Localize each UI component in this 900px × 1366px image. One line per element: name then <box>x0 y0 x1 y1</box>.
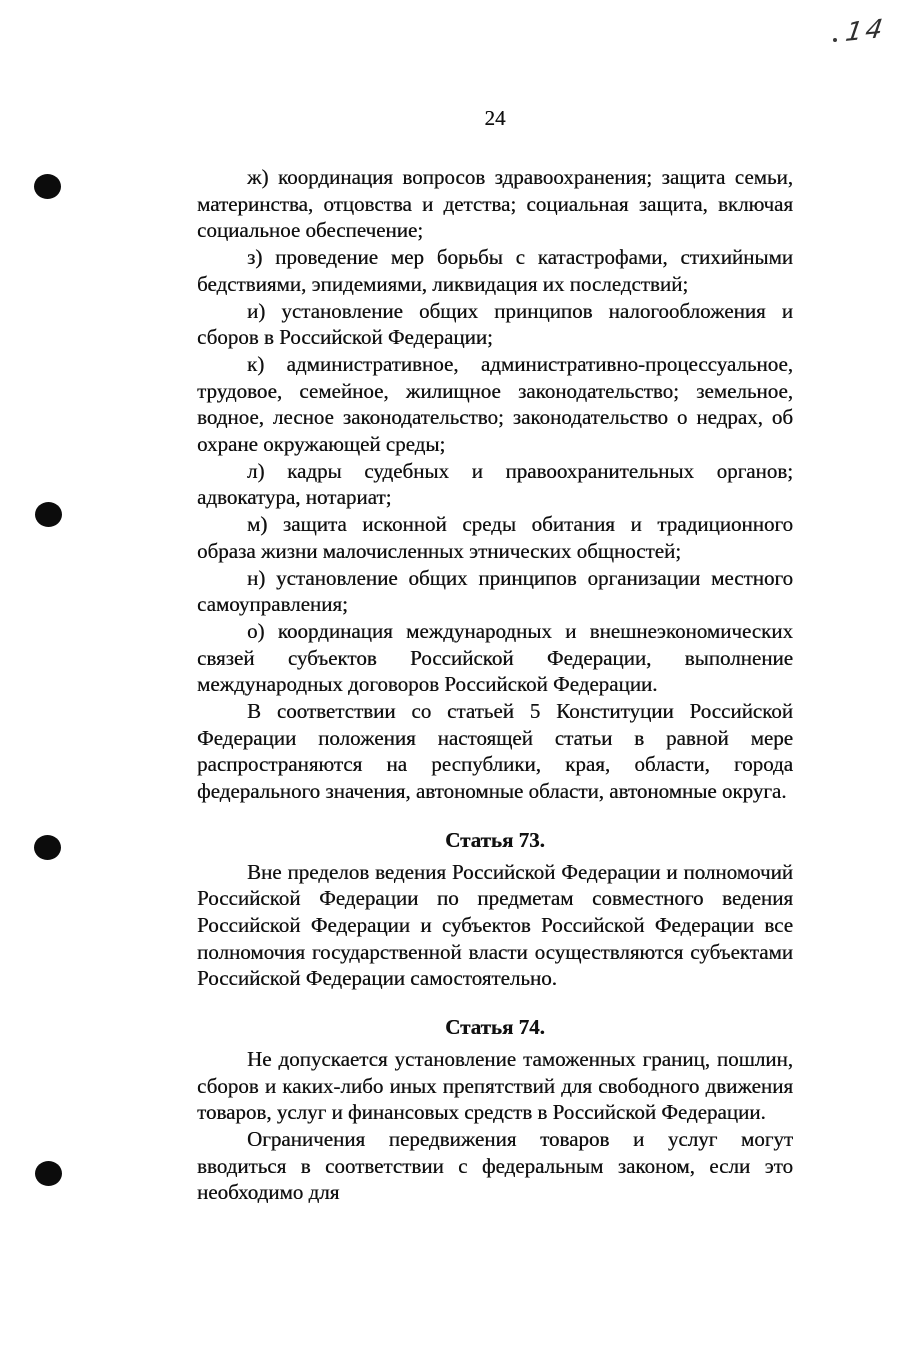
subitem-o: о) координация международных и внешнеэкономических связей субъектов Российской Федерации, выполнение международных договоров Российской Федерации. <box>197 618 793 697</box>
subitem-z: з) проведение мер борьбы с катастрофами, стихийными бедствиями, эпидемиями, ликвидация их последствий; <box>197 245 793 296</box>
page-number: 24 <box>484 106 506 130</box>
punch-hole-dot-1 <box>34 174 61 199</box>
handwritten-page-annotation: 14 <box>843 14 888 48</box>
subitem-m: м) защита исконной среды обитания и традиционного образа жизни малочисленных этнических общностей; <box>197 512 793 563</box>
article-74-body-2: Ограничения передвижения товаров и услуг могут вводиться в соответствии с федеральным законом, если это необходимо для <box>197 1126 793 1205</box>
document-text <box>197 164 793 1206</box>
subitem-k: к) административное, административно-процессуальное, трудовое, семейное, жилищное законодательство; земельное, водное, лесное законодательство; законодательство о недрах, об охране окружающей среды; <box>197 351 793 457</box>
punch-hole-dot-2 <box>35 502 62 527</box>
article-72-closing-paragraph: В соответствии со статьей 5 Конституции Российской Федерации положения настоящей статьи в равной мере распространяются на республики, края, области, города федерального значения, автономные области, автономные округа. <box>197 699 793 804</box>
article-73-body: Вне пределов ведения Российской Федерации и полномочий Российской Федерации по предметам совместного ведения Российской Федерации и субъектов Российской Федерации все полномочия государственной власти осуществляются субъектами Российской Федерации самостоятельно. <box>197 859 793 991</box>
subitem-zh: ж) координация вопросов здравоохранения; защита семьи, материнства, отцовства и детства; социальная защита, включая социальное обеспечение; <box>197 165 793 243</box>
punch-hole-dot-4 <box>35 1161 62 1186</box>
subitem-l: л) кадры судебных и правоохранительных органов; адвокатура, нотариат; <box>197 458 793 510</box>
punch-hole-dot-3 <box>34 835 61 860</box>
article-74-body-1: Не допускается установление таможенных границ, пошлин, сборов и каких-либо иных препятствий для свободного движения товаров, услуг и финансовых средств в Российской Федерации. <box>197 1046 793 1125</box>
article-74-heading: Статья 74. <box>445 1015 545 1040</box>
subitem-n: н) установление общих принципов организации местного самоуправления; <box>197 565 793 617</box>
subitem-i: и) установление общих принципов налогообложения и сборов в Российской Федерации; <box>197 298 793 350</box>
article-73-heading: Статья 73. <box>445 827 545 852</box>
ink-dot <box>833 38 837 42</box>
